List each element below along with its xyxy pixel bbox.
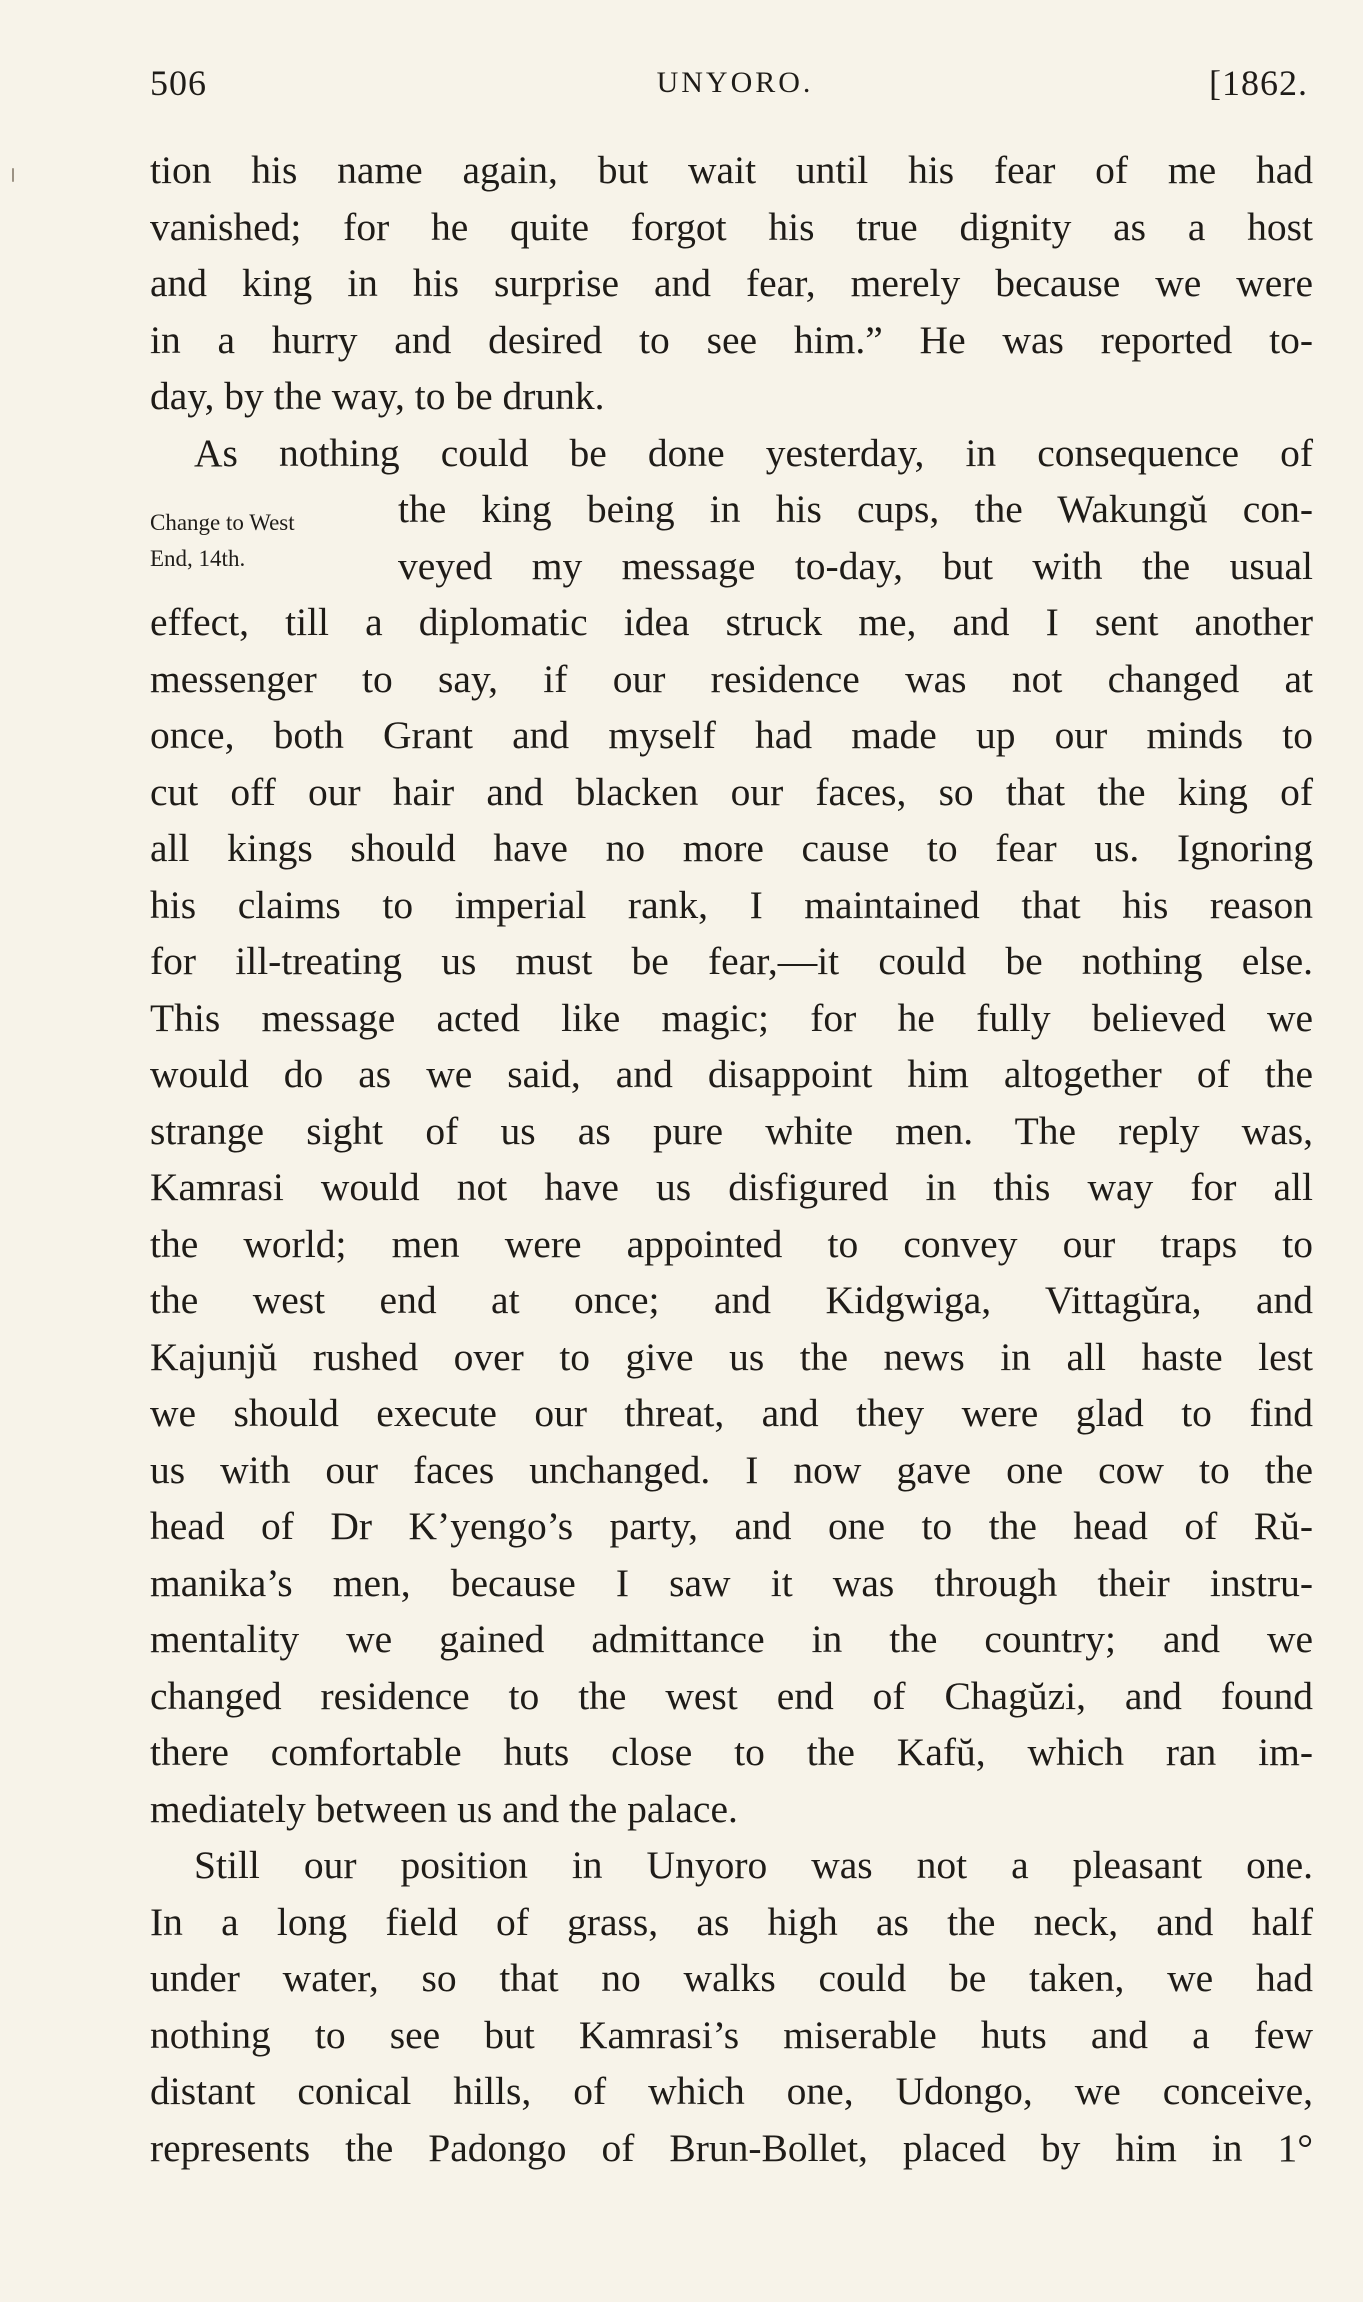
text-line: his claims to imperial rank, I maintained that his reason: [150, 882, 1313, 927]
text-line: day, by the way, to be drunk.: [150, 374, 605, 418]
text-line: This message acted like magic; for he fully believed we: [150, 995, 1313, 1040]
text-line: mediately between us and the palace.: [150, 1786, 738, 1831]
text-line: nothing to see but Kamrasi’s miserable huts and a few: [150, 2012, 1313, 2057]
margin-note-line: End, 14th.: [150, 546, 246, 571]
text-line: us with our faces unchanged. I now gave one cow to the: [150, 1447, 1313, 1492]
running-title: UNYORO.: [656, 66, 814, 99]
text-line: Kamrasi would not have us disfigured in this way for all: [150, 1165, 1313, 1209]
text-line: for ill-treating us must be fear,—it could be nothing else.: [150, 939, 1313, 983]
text-line: veyed my message to-day, but with the usual: [398, 543, 1313, 588]
text-line: the world; men were appointed to convey our traps to: [150, 1221, 1313, 1266]
page-number: 506: [150, 63, 207, 103]
text-line: manika’s men, because I saw it was through their instru-: [150, 1560, 1313, 1605]
text-line: we should execute our threat, and they were glad to find: [150, 1391, 1313, 1435]
text-line: represents the Padongo of Brun-Bollet, placed by him in 1°: [150, 2125, 1313, 2170]
text-line: in a hurry and desired to see him.” He was reported to-: [150, 317, 1313, 362]
margin-note-line: Change to West: [150, 510, 295, 535]
text-line: head of Dr K’yengo’s party, and one to the head of Rŭ-: [150, 1504, 1313, 1548]
text-line: and king in his surprise and fear, merely because we were: [150, 261, 1313, 305]
text-line: As nothing could be done yesterday, in consequence of: [194, 430, 1313, 475]
text-line: there comfortable huts close to the Kafŭ, which ran im-: [150, 1730, 1313, 1774]
text-line: the king being in his cups, the Wakungŭ con-: [398, 487, 1313, 531]
text-line: distant conical hills, of which one, Udongo, we conceive,: [150, 2069, 1313, 2113]
text-line: the west end at once; and Kidgwiga, Vittagŭra, and: [150, 1278, 1313, 1322]
text-line: under water, so that no walks could be taken, we had: [150, 1956, 1313, 2000]
text-line: effect, till a diplomatic idea struck me, and I sent another: [150, 600, 1313, 644]
text-line: would do as we said, and disappoint him altogether of the: [150, 1052, 1313, 1096]
text-line: tion his name again, but wait until his fear of me had: [150, 148, 1313, 192]
text-line: strange sight of us as pure white men. The reply was,: [150, 1108, 1313, 1153]
text-line: cut off our hair and blacken our faces, so that the king of: [150, 769, 1313, 814]
header-year: [1862.: [1209, 63, 1308, 103]
text-line: changed residence to the west end of Chagŭzi, and found: [150, 1673, 1313, 1718]
paper-speck: [12, 168, 14, 182]
text-line: messenger to say, if our residence was not changed at: [150, 656, 1313, 701]
text-line: In a long field of grass, as high as the neck, and half: [150, 1899, 1313, 1944]
text-line: Still our position in Unyoro was not a pleasant one.: [194, 1843, 1313, 1887]
body-text: [150, 142, 1313, 2176]
text-line: mentality we gained admittance in the country; and we: [150, 1617, 1313, 1661]
page-header: [150, 62, 1320, 122]
text-line: Kajunjŭ rushed over to give us the news in all haste lest: [150, 1334, 1313, 1379]
text-line: vanished; for he quite forgot his true dignity as a host: [150, 204, 1313, 249]
text-line: once, both Grant and myself had made up our minds to: [150, 713, 1313, 757]
text-line: all kings should have no more cause to fear us. Ignoring: [150, 826, 1313, 870]
